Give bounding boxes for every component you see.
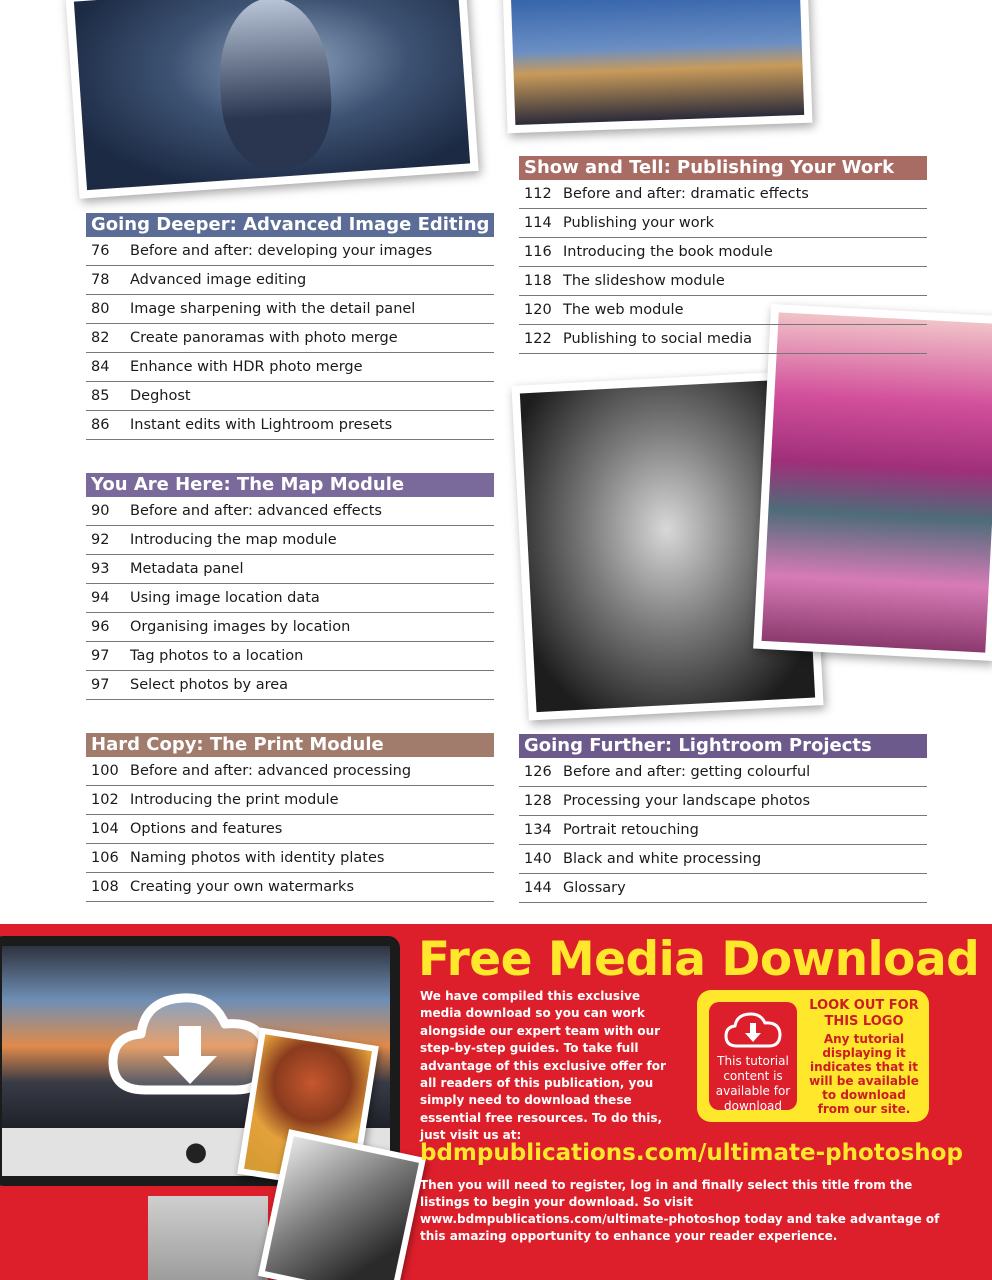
toc-page-number: 90 [91,503,110,519]
toc-entry-title: Processing your landscape photos [563,793,811,809]
toc-entry [519,267,927,296]
toc-entry [86,382,494,411]
section-heading: Show and Tell: Publishing Your Work [519,156,927,180]
banner-footer-text: Then you will need to register, log in and finally select this title from the listings to begin your download. So visit www.bdmpublications.com/ultimate-photoshop today and take advantage of this amazing opportunity to enhance your reader experience. [420,1178,940,1243]
section-heading: Going Further: Lightroom Projects [519,734,927,758]
toc-entry-title: Creating your own watermarks [130,879,355,895]
toc-entry [86,671,494,700]
photo-bw-landscape [258,1129,426,1280]
toc-entry [519,758,927,787]
toc-entry [519,180,927,209]
toc-page-number: 94 [91,590,110,606]
download-badge [709,1002,797,1113]
toc-entry [86,844,494,873]
toc-entry-title: Options and features [130,821,283,837]
toc-entry-title: Introducing the book module [563,244,773,260]
photo-city-night [503,0,813,133]
toc-entry [86,295,494,324]
banner-body-text: We have compiled this exclusive media download so you can work alongside our expert team with our step-by-step guides. To take full advantage of this exclusive offer for all readers of this publication, you simply need to download these essential free resources. To do this, just visit us at: [420,989,666,1143]
toc-entry-title: Before and after: getting colourful [563,764,811,780]
toc-entry-title: Metadata panel [130,561,244,577]
toc-section-going-deeper [86,213,494,440]
toc-entry-title: Using image location data [130,590,320,606]
photo-bearded-man [65,0,478,199]
toc-page-number: 82 [91,330,110,346]
toc-page-number: 93 [91,561,110,577]
cloud-download-icon [723,1008,783,1050]
toc-section-map-module [86,473,494,700]
toc-entry-title: Introducing the map module [130,532,337,548]
toc-entry-title: Before and after: developing your images [130,243,433,259]
toc-entry [86,266,494,295]
toc-entry-title: Introducing the print module [130,792,339,808]
toc-entry [519,845,927,874]
apple-logo-icon: ● [2,1128,390,1176]
toc-section-show-and-tell [519,156,927,354]
toc-page-number: 128 [524,793,552,809]
toc-entry [86,757,494,786]
toc-entry-title: Image sharpening with the detail panel [130,301,416,317]
toc-entry [86,237,494,266]
toc-page-number: 120 [524,302,552,318]
toc-page-number: 100 [91,763,119,779]
free-media-download-banner [0,924,992,1280]
toc-entry [86,642,494,671]
toc-entry-title: Enhance with HDR photo merge [130,359,363,375]
toc-page-number: 122 [524,331,552,347]
toc-page-number: 85 [91,388,110,404]
section-heading: You Are Here: The Map Module [86,473,494,497]
toc-entry [86,411,494,440]
toc-entry [86,526,494,555]
toc-entry [519,325,927,354]
toc-page-number: 78 [91,272,110,288]
toc-entry [86,497,494,526]
toc-entry-title: Advanced image editing [130,272,307,288]
toc-entry [86,815,494,844]
toc-entry [519,874,927,903]
toc-page-number: 76 [91,243,110,259]
toc-entry [519,238,927,267]
toc-entry-title: Naming photos with identity plates [130,850,385,866]
download-url-link[interactable]: bdmpublications.com/ultimate-photoshop [420,1140,963,1166]
toc-entry-title: Publishing your work [563,215,715,231]
toc-page-number: 104 [91,821,119,837]
toc-entry [519,787,927,816]
toc-entry-title: Tag photos to a location [130,648,304,664]
section-heading: Going Deeper: Advanced Image Editing [86,213,494,237]
toc-entry [519,296,927,325]
toc-page-number: 80 [91,301,110,317]
toc-entry [86,353,494,382]
toc-page-number: 92 [91,532,110,548]
toc-page-number: 144 [524,880,552,896]
lookout-heading: LOOK OUT FOR THIS LOGO [809,998,919,1029]
toc-entry-title: Glossary [563,880,626,896]
toc-entry [86,873,494,902]
toc-page-number: 118 [524,273,552,289]
toc-entry-title: Portrait retouching [563,822,699,838]
toc-page-number: 114 [524,215,552,231]
section-heading: Hard Copy: The Print Module [86,733,494,757]
toc-entry-title: Black and white processing [563,851,762,867]
toc-page-number: 108 [91,879,119,895]
toc-entry-title: Deghost [130,388,191,404]
toc-page-number: 96 [91,619,110,635]
toc-entry [86,786,494,815]
toc-entry-title: The slideshow module [563,273,725,289]
toc-entry [86,555,494,584]
toc-entry-title: Before and after: advanced processing [130,763,412,779]
toc-page-number: 126 [524,764,552,780]
banner-title: Free Media Download [418,932,980,987]
toc-page-number: 86 [91,417,110,433]
toc-entry [519,816,927,845]
lookout-logo-box [697,990,929,1122]
toc-entry-title: The web module [563,302,684,318]
toc-entry-title: Select photos by area [130,677,289,693]
toc-entry-title: Publishing to social media [563,331,752,347]
toc-page-number: 84 [91,359,110,375]
toc-entry-title: Before and after: advanced effects [130,503,382,519]
toc-entry-title: Instant edits with Lightroom presets [130,417,393,433]
toc-page-number: 102 [91,792,119,808]
toc-page-number: 112 [524,186,552,202]
photo-pink-lake-bridge [753,304,992,661]
toc-page-number: 134 [524,822,552,838]
cloud-download-icon [105,982,275,1102]
toc-entry [519,209,927,238]
toc-page-number: 116 [524,244,552,260]
monitor-stand [148,1196,268,1280]
toc-entry-title: Organising images by location [130,619,351,635]
toc-entry-title: Create panoramas with photo merge [130,330,398,346]
toc-section-print-module [86,733,494,902]
toc-page-number: 140 [524,851,552,867]
toc-entry-title: Before and after: dramatic effects [563,186,809,202]
lookout-body: Any tutorial displaying it indicates that it will be available to download from our site. [809,1032,919,1116]
toc-page-number: 97 [91,648,110,664]
toc-entry [86,613,494,642]
toc-section-going-further [519,734,927,903]
download-badge-text: This tutorial content is available for download [715,1054,791,1113]
toc-page-number: 106 [91,850,119,866]
toc-entry [86,584,494,613]
toc-page-number: 97 [91,677,110,693]
toc-entry [86,324,494,353]
